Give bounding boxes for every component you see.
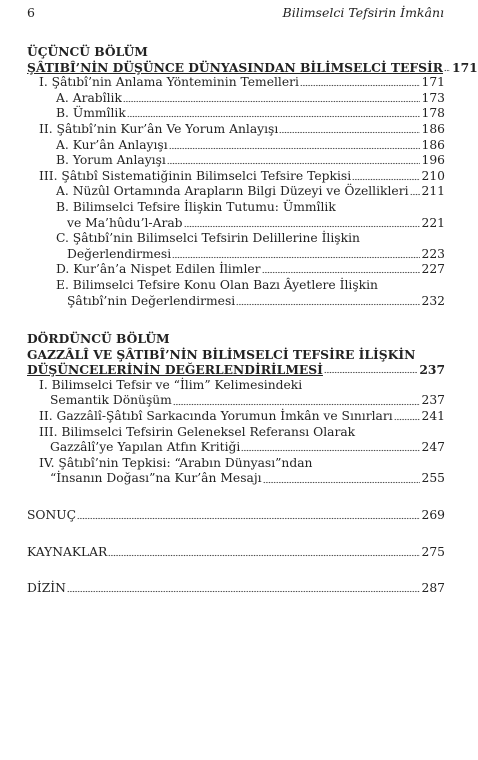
- toc-entry[interactable]: [27, 440, 445, 456]
- section-gap: [27, 309, 445, 331]
- entry-text: A. Kur’ân Anlayışı: [56, 137, 168, 152]
- toc-entry[interactable]: [27, 169, 445, 185]
- section-gap: [27, 487, 445, 508]
- table-of-contents: [27, 44, 478, 597]
- toc-entry[interactable]: [27, 216, 445, 232]
- leader-dots: [300, 84, 420, 88]
- page-ref: 275: [421, 544, 445, 559]
- leader-dots: [262, 271, 420, 275]
- entry-text: SONUÇ: [27, 508, 77, 523]
- entry-text: DİZİN: [27, 581, 66, 596]
- page-ref: 227: [421, 262, 445, 277]
- entry-text: ve Ma’hûdu’l-Arab: [67, 215, 183, 230]
- leader-dots: [127, 115, 420, 119]
- entry-text: II. Şâtıbî’nin Kur’ân Ve Yorum Anlayışı: [39, 121, 279, 136]
- page-ref: 269: [421, 508, 445, 523]
- leader-dots: [169, 146, 420, 150]
- entry-text: A. Arabîlik: [56, 90, 122, 105]
- section-gap: [27, 524, 445, 545]
- entry-text: A. Nüzûl Ortamında Arapların Bilgi Düzeyi ve Özellikleri: [56, 184, 409, 199]
- entry-text: DÜŞÜNCELERİNİN DEĞERLENDİRİLMESİ: [27, 362, 323, 378]
- leader-dots: [236, 302, 419, 306]
- entry-text: Şâtıbî’nin Değerlendirmesi: [67, 293, 236, 308]
- toc-entry[interactable]: [27, 393, 445, 409]
- toc-entry[interactable]: [27, 75, 445, 91]
- page-ref: 196: [421, 153, 445, 168]
- leader-dots: [279, 131, 419, 135]
- leader-dots: [352, 177, 419, 181]
- page-ref: 210: [421, 168, 445, 183]
- page-ref: 223: [421, 246, 445, 261]
- toc-entry[interactable]: [27, 138, 445, 154]
- toc-entry[interactable]: [27, 106, 445, 122]
- toc-entry[interactable]: [27, 91, 445, 107]
- page-ref: 287: [421, 581, 445, 596]
- leader-dots: [324, 371, 417, 375]
- entry-text: B. Yorum Anlayışı: [56, 153, 166, 168]
- toc-entry-dizin[interactable]: [27, 581, 445, 597]
- section-gap: [27, 560, 445, 581]
- leader-dots: [67, 590, 420, 594]
- page-ref: 211: [421, 184, 445, 199]
- entry-text: III. Şâtıbî Sistematiğinin Bilimselci Tefsire Tepkisi: [39, 168, 352, 183]
- page-ref: 237: [419, 362, 445, 378]
- entry-text: “İnsanın Doğası”na Kur’ân Mesajı: [50, 471, 262, 486]
- leader-dots: [173, 402, 420, 406]
- toc-entry-text-line: I. Bilimselci Tefsir ve “İlim” Kelimesindeki: [39, 377, 303, 392]
- leader-dots: [410, 193, 420, 197]
- leader-dots: [77, 517, 419, 521]
- page-ref: 232: [421, 293, 445, 308]
- toc-entry-text-line: B. Bilimselci Tefsire İlişkin Tutumu: Ümmîlik: [56, 199, 336, 214]
- toc-entry[interactable]: [27, 409, 445, 425]
- leader-dots: [263, 480, 420, 484]
- entry-text: II. Gazzâlî-Şâtıbî Sarkacında Yorumun İmkân ve Sınırları: [39, 409, 393, 424]
- page-header: [27, 5, 444, 25]
- toc-entry-text-line: C. Şâtıbî’nin Bilimselci Tefsirin Delillerine İlişkin: [56, 231, 360, 246]
- leader-dots: [444, 68, 450, 72]
- toc-entry[interactable]: [27, 184, 445, 200]
- page-ref: 241: [421, 409, 445, 424]
- running-title: Bilimselci Tefsirin İmkânı: [282, 5, 444, 20]
- page-ref: 255: [421, 471, 445, 486]
- toc-entry-chapter-3-title[interactable]: [27, 59, 478, 76]
- leader-dots: [184, 224, 420, 228]
- page-ref: 173: [421, 90, 445, 105]
- leader-dots: [167, 162, 420, 166]
- entry-text: ŞÂTIBÎ’NİN DÜŞÜNCE DÜNYASINDAN BİLİMSELCİ TEFSİR: [27, 59, 444, 75]
- page-ref: 221: [421, 215, 445, 230]
- toc-entry[interactable]: [27, 471, 445, 487]
- entry-text: B. Ümmîlik: [56, 106, 126, 121]
- toc-entry-chapter-4-title[interactable]: [27, 362, 445, 378]
- toc-entry-text-line: IV. Şâtıbî’nin Tepkisi: “Arabın Dünyası”ndan: [39, 455, 313, 470]
- page-ref: 171: [452, 59, 478, 75]
- leader-dots: [108, 553, 419, 557]
- page-ref: 247: [421, 440, 445, 455]
- toc-entry[interactable]: [27, 122, 445, 138]
- page-ref: 171: [421, 75, 445, 90]
- page-ref: 186: [421, 137, 445, 152]
- leader-dots: [241, 449, 419, 453]
- entry-text: Semantik Dönüşüm: [50, 393, 172, 408]
- chapter-4-title-line: GAZZÂLÎ VE ŞÂTIBÎ’NİN BİLİMSELCİ TEFSİRE İLİŞKİN: [27, 346, 416, 362]
- page-ref: 186: [421, 121, 445, 136]
- toc-entry-sonuc[interactable]: [27, 508, 445, 524]
- leader-dots: [123, 99, 420, 103]
- entry-text: I. Şâtıbî’nin Anlama Yönteminin Temelleri: [39, 75, 299, 90]
- leader-dots: [172, 255, 419, 259]
- entry-text: KAYNAKLAR: [27, 544, 108, 559]
- page-number: 6: [27, 5, 35, 20]
- toc-entry-text-line: E. Bilimselci Tefsire Konu Olan Bazı Âyetlere İlişkin: [56, 277, 378, 292]
- entry-text: Değerlendirmesi: [67, 246, 172, 261]
- toc-entry-text-line: III. Bilimselci Tefsirin Geleneksel Referansı Olarak: [39, 424, 356, 439]
- toc-entry-kaynaklar[interactable]: [27, 545, 445, 561]
- toc-entry[interactable]: [27, 153, 445, 169]
- toc-entry[interactable]: [27, 247, 445, 263]
- chapter-4-label: DÖRDÜNCÜ BÖLÜM: [27, 331, 170, 347]
- page-ref: 237: [421, 393, 445, 408]
- entry-text: D. Kur’ân’a Nispet Edilen İlimler: [56, 262, 261, 277]
- toc-entry[interactable]: [27, 262, 445, 278]
- toc-entry[interactable]: [27, 294, 445, 310]
- leader-dots: [394, 418, 420, 422]
- page-ref: 178: [421, 106, 445, 121]
- entry-text: Gazzâlî’ye Yapılan Atfın Kritiği: [50, 440, 241, 455]
- chapter-3-label: ÜÇÜNCÜ BÖLÜM: [27, 44, 148, 59]
